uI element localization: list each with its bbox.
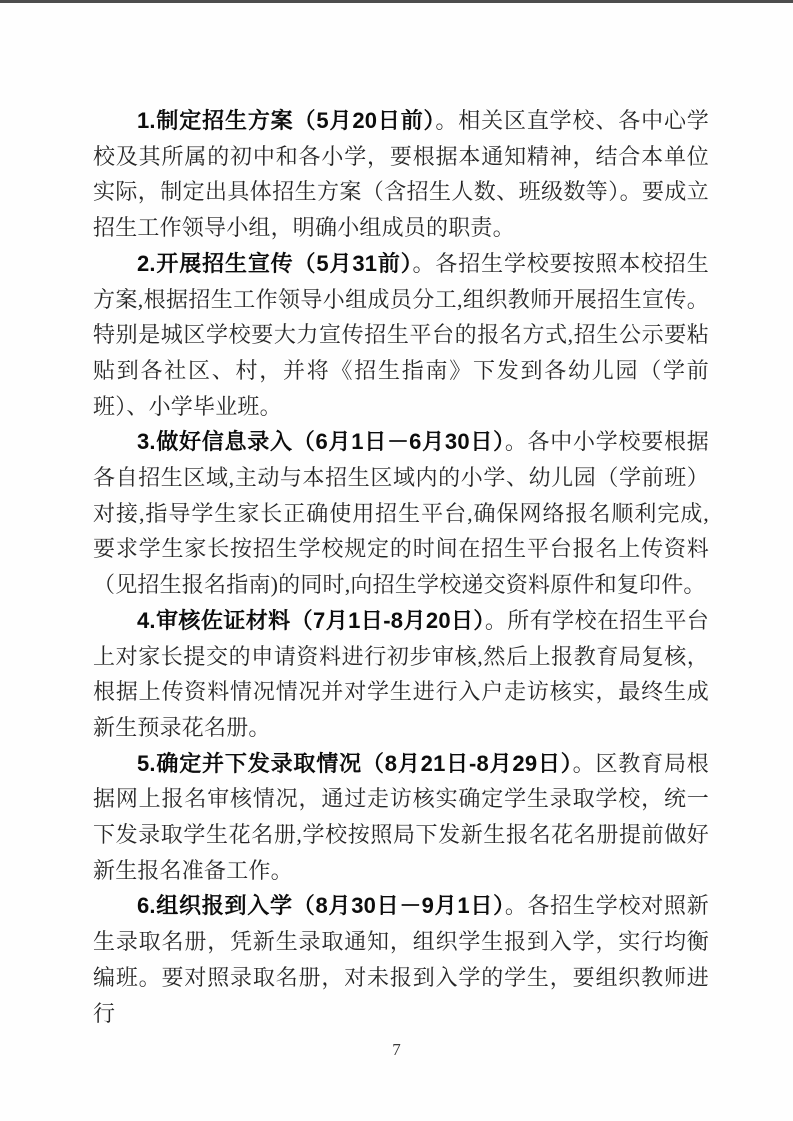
document-body <box>93 103 709 1031</box>
paragraph-5-body: 。区教育局根据网上报名审核情况，通过走访核实确定学生录取学校，统一下发录取学生花名册,学校按照局下发新生报名花名册提前做好新生报名准备工作。 <box>93 750 710 883</box>
paragraph-5-heading: 5.确定并下发录取情况（8月21日-8月29日） <box>137 750 573 776</box>
paragraph-1-heading: 1.制定招生方案（5月20日前） <box>137 108 436 133</box>
paragraph-2 <box>93 246 709 425</box>
paragraph-2-body: 。各招生学校要按照本校招生方案,根据招生工作领导小组成员分工,组织教师开展招生宣传。特别是城区学校要大力宣传招生平台的报名方式,招生公示要粘贴到各社区、村，并将《招生指南》下发到各幼儿园（学前班）、小学毕业班。 <box>93 250 709 419</box>
paragraph-6-body: 。各招生学校对照新生录取名册，凭新生录取通知，组织学生报到入学，实行均衡编班。要对照录取名册，对未报到入学的学生，要组织教师进行 <box>93 893 709 1026</box>
paragraph-3-body: 。各中小学校要根据各自招生区域,主动与本招生区域内的小学、幼儿园（学前班）对接,指导学生家长正确使用招生平台,确保网络报名顺利完成,要求学生家长按招生学校规定的时间在招生平台报名上传资料（见招生报名指南)的同时,向招生学校递交资料原件和复印件。 <box>93 429 709 598</box>
scan-artifact-top-edge <box>0 0 793 3</box>
paragraph-6 <box>93 888 709 1031</box>
paragraph-2-heading: 2.开展招生宣传（5月31前） <box>137 250 413 276</box>
paragraph-5 <box>93 746 709 889</box>
paragraph-4-heading: 4.审核佐证材料（7月1日-8月20日） <box>137 607 485 633</box>
page-number: 7 <box>392 1040 401 1059</box>
paragraph-1-body: 。相关区直学校、各中心学校及其所属的初中和各小学，要根据本通知精神，结合本单位实际，制定出具体招生方案（含招生人数、班级数等）。要成立招生工作领导小组，明确小组成员的职责。 <box>93 108 709 241</box>
paragraph-3 <box>93 424 709 603</box>
paragraph-1 <box>93 103 709 246</box>
paragraph-6-heading: 6.组织报到入学（8月30日－9月1日） <box>137 893 505 919</box>
paragraph-4 <box>93 603 709 746</box>
paragraph-4-body: 。所有学校在招生平台上对家长提交的申请资料进行初步审核,然后上报教育局复核，根据上传资料情况情况并对学生进行入户走访核实，最终生成新生预录花名册。 <box>93 607 709 740</box>
paragraph-3-heading: 3.做好信息录入（6月1日－6月30日） <box>137 429 505 455</box>
